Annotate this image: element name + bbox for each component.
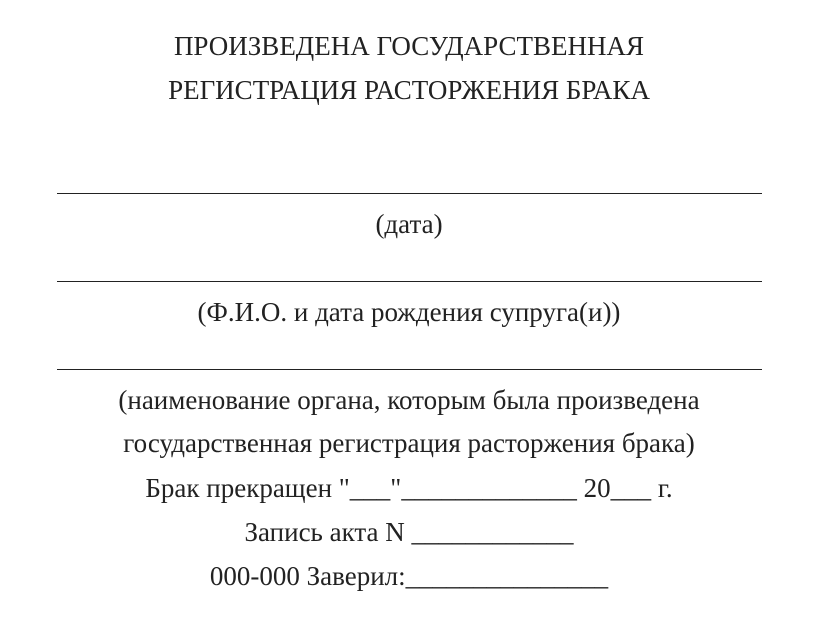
date-fill-line [57,193,762,194]
caption-spouse: (Ф.И.О. и дата рождения супруга(и)) [197,297,621,327]
caption-authority-line-2: государственная регистрация расторжения брака) [123,428,695,458]
authority-fill-line [57,369,762,370]
caption-date: (дата) [375,209,443,239]
title-line-2: РЕГИСТРАЦИЯ РАСТОРЖЕНИЯ БРАКА [168,75,650,105]
title-line-1: ПРОИЗВЕДЕНА ГОСУДАРСТВЕННАЯ [173,31,645,61]
caption-authority-line-1: (наименование органа, которым была произведена [118,385,700,415]
certified-by-line: 000-000 Заверил:_______________ [209,561,609,591]
spouse-fill-line [57,281,762,282]
record-number-line: Запись акта N ____________ [244,517,574,547]
marriage-terminated-line: Брак прекращен "___"_____________ 20___ г. [145,473,673,503]
